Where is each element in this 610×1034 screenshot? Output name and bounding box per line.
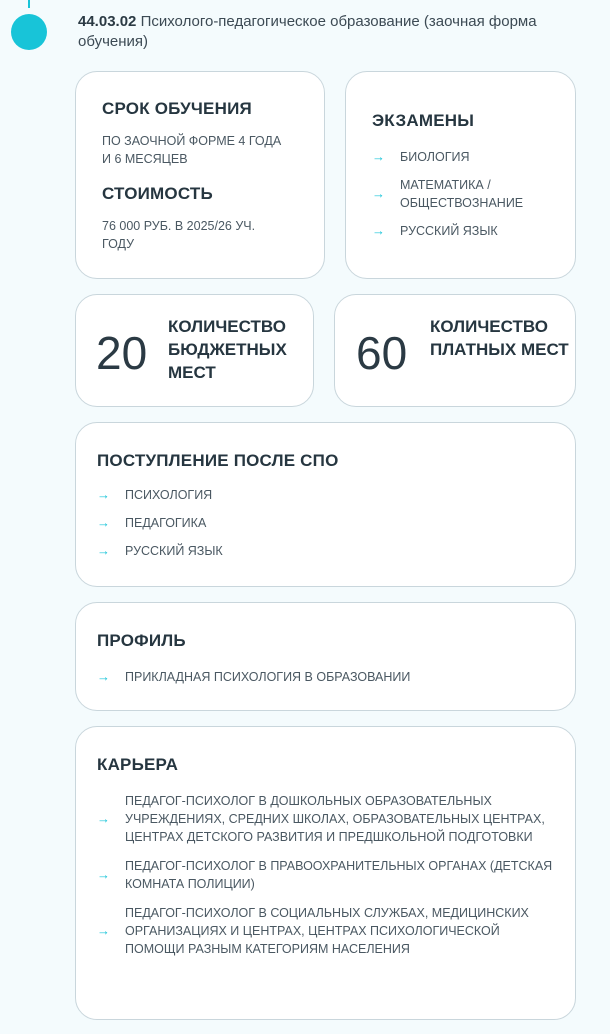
spo-list (97, 486, 557, 560)
program-name: Психолого-педагогическое образование (заочная форма обучения) (78, 13, 537, 50)
list-item (97, 514, 557, 532)
spo-card (75, 422, 576, 587)
paid-label: КОЛИЧЕСТВО ПЛАТНЫХ МЕСТ (430, 317, 569, 359)
exams-list (372, 148, 572, 240)
profile-list (97, 668, 557, 686)
list-item (97, 792, 557, 846)
budget-count: 20 (96, 327, 148, 379)
career-item: ПЕДАГОГ-ПСИХОЛОГ В СОЦИАЛЬНЫХ СЛУЖБАХ, МЕДИЦИНСКИХ ОРГАНИЗАЦИЯХ И ЦЕНТРАХ, ЦЕНТРАХ ПСИХОЛОГИЧЕСКОЙ ПОМОЩИ РАЗНЫМ КАТЕГОРИЯМ НАСЕЛЕНИЯ (125, 906, 529, 956)
spo-subject: ПЕДАГОГИКА (125, 516, 207, 530)
profile-card (75, 602, 576, 711)
exams-card (345, 71, 576, 279)
exam-label: МАТЕМАТИКА / ОБЩЕСТВОЗНАНИЕ (400, 178, 524, 210)
budget-label: КОЛИЧЕСТВО БЮДЖЕТНЫХ МЕСТ (168, 317, 287, 382)
arrow-right-icon: → (97, 923, 110, 938)
arrow-right-icon: → (372, 223, 385, 238)
arrow-right-icon: → (97, 811, 110, 826)
arrow-right-icon: → (97, 543, 110, 558)
arrow-right-icon: → (97, 487, 110, 502)
exams-heading: ЭКЗАМЕНЫ (372, 111, 475, 130)
arrow-right-icon: → (97, 515, 110, 530)
list-item (372, 176, 572, 212)
list-item (97, 857, 557, 893)
list-item (97, 904, 557, 958)
career-heading: КАРЬЕРА (97, 755, 179, 774)
arrow-right-icon: → (372, 186, 385, 201)
budget-places-card (75, 294, 314, 407)
timeline-line (28, 0, 30, 8)
profile-heading: ПРОФИЛЬ (97, 631, 186, 650)
duration-cost-card (75, 71, 325, 279)
arrow-right-icon: → (372, 149, 385, 164)
paid-places-card (334, 294, 576, 407)
spo-subject: ПСИХОЛОГИЯ (125, 488, 213, 502)
spo-subject: РУССКИЙ ЯЗЫК (125, 544, 223, 558)
program-code: 44.03.02 (78, 13, 137, 30)
career-item: ПЕДАГОГ-ПСИХОЛОГ В ДОШКОЛЬНЫХ ОБРАЗОВАТЕЛЬНЫХ УЧРЕЖДЕНИЯХ, СРЕДНИХ ШКОЛАХ, ОБРАЗОВАТЕЛЬНЫХ ЦЕНТРАХ, ЦЕНТРАХ ДЕТСКОГО РАЗВИТИЯ И ПРЕДШКОЛЬНОЙ ПОДГОТОВКИ (125, 794, 545, 844)
list-item (97, 486, 557, 504)
exam-label: БИОЛОГИЯ (400, 150, 470, 164)
arrow-right-icon: → (97, 867, 110, 882)
cost-text: 76 000 РУБ. В 2025/26 УЧ. ГОДУ (102, 219, 256, 251)
list-item (97, 668, 557, 686)
program-title (78, 12, 578, 52)
career-list (97, 792, 557, 958)
list-item (372, 222, 572, 240)
arrow-right-icon: → (97, 669, 110, 684)
duration-heading: СРОК ОБУЧЕНИЯ (102, 99, 252, 118)
paid-count: 60 (356, 327, 408, 379)
career-item: ПЕДАГОГ-ПСИХОЛОГ В ПРАВООХРАНИТЕЛЬНЫХ ОРГАНАХ (ДЕТСКАЯ КОМНАТА ПОЛИЦИИ) (125, 859, 553, 891)
career-card (75, 726, 576, 1020)
list-item (372, 148, 572, 166)
list-item (97, 542, 557, 560)
exam-label: РУССКИЙ ЯЗЫК (400, 224, 498, 238)
spo-heading: ПОСТУПЛЕНИЕ ПОСЛЕ СПО (97, 451, 339, 470)
duration-text: ПО ЗАОЧНОЙ ФОРМЕ 4 ГОДА И 6 МЕСЯЦЕВ (102, 134, 282, 166)
profile-item: ПРИКЛАДНАЯ ПСИХОЛОГИЯ В ОБРАЗОВАНИИ (125, 670, 411, 684)
cost-heading: СТОИМОСТЬ (102, 184, 213, 203)
timeline-dot (11, 14, 47, 50)
